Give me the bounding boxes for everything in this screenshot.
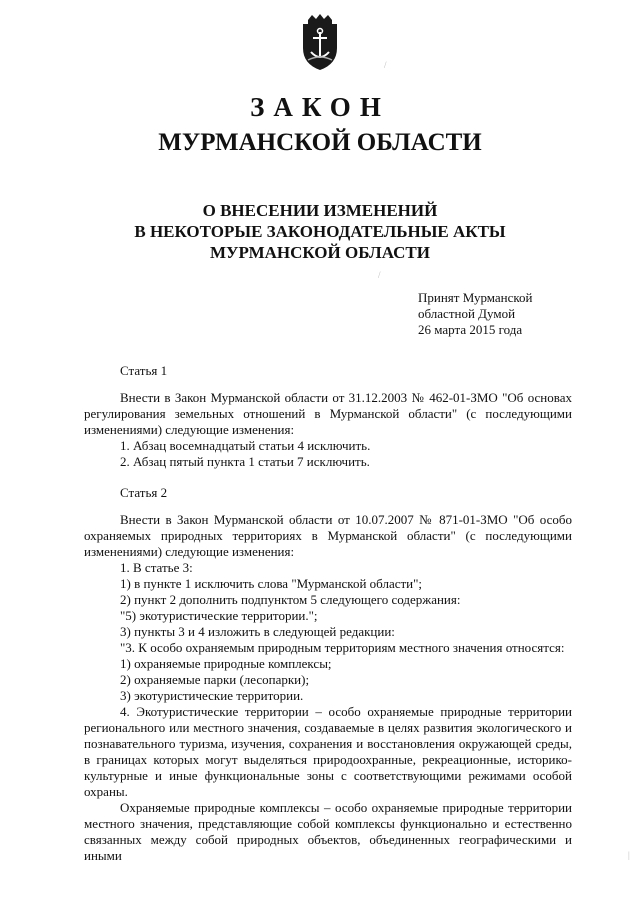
article-2-intro: Внести в Закон Мурманской области от 10.07.2007 № 871-01-ЗМО "Об особо охраняемых природных территориях в Мурманской области" (с последующими изменениями) следующие изменения: xyxy=(84,512,572,559)
adoption-note xyxy=(418,290,533,338)
article-1-intro: Внести в Закон Мурманской области от 31.12.2003 № 462-01-ЗМО "Об основах регулирования земельных отношений в Мурманской области" (с последующими изменениями) следующие изменения: xyxy=(84,390,572,437)
subject-line: О ВНЕСЕНИИ ИЗМЕНЕНИЙ xyxy=(202,201,438,220)
article-2-line: 2) пункт 2 дополнить подпунктом 5 следующего содержания: xyxy=(120,592,461,607)
adoption-line: 26 марта 2015 года xyxy=(418,322,523,337)
article-2-line: 1) охраняемые природные комплексы; xyxy=(120,656,332,671)
scan-mark: / xyxy=(378,270,381,280)
article-2-paragraph-5: Охраняемые природные комплексы – особо охраняемые природные территории местного значения, представляющие собой комплексы функционально и естественно связанных между собой природных объектов, объединенных географическими и иными xyxy=(84,800,572,863)
scan-mark: / xyxy=(384,60,387,70)
article-1-item: 1. Абзац восемнадцатый статьи 4 исключить. xyxy=(120,438,371,453)
article-1-heading: Статья 1 xyxy=(120,363,168,378)
article-1-item: 2. Абзац пятый пункта 1 статьи 7 исключить. xyxy=(120,454,370,469)
subject-line: В НЕКОТОРЫЕ ЗАКОНОДАТЕЛЬНЫЕ АКТЫ xyxy=(134,222,506,241)
subject-line: МУРМАНСКОЙ ОБЛАСТИ xyxy=(210,243,430,262)
coat-of-arms-icon xyxy=(298,14,342,72)
article-2-line: 3) экотуристические территории. xyxy=(120,688,304,703)
article-2-paragraph-4: 4. Экотуристические территории – особо охраняемые природные территории регионального или местного значения, создаваемые в целях развития экологического и познавательного туризма, изучения, сохранения и восстановления окружающей среды, в границах которых могут выделяться природоохранные, рекреационные, историко-культурные и иные функциональные зоны с соответствующими режимами особой охраны. xyxy=(84,704,572,799)
article-2-line: 1. В статье 3: xyxy=(120,560,193,575)
law-title: ЗАКОН xyxy=(250,92,390,122)
law-subject xyxy=(0,200,640,263)
law-region-title: МУРМАНСКОЙ ОБЛАСТИ xyxy=(158,129,482,156)
adoption-line: Принят Мурманской xyxy=(418,290,533,305)
article-2-line: "5) экотуристические территории."; xyxy=(120,608,318,623)
article-2-line: "3. К особо охраняемым природным территориям местного значения относятся: xyxy=(120,640,565,655)
article-2-line: 3) пункты 3 и 4 изложить в следующей редакции: xyxy=(120,624,395,639)
article-2-line: 1) в пункте 1 исключить слова "Мурманской области"; xyxy=(120,576,423,591)
article-2-heading: Статья 2 xyxy=(120,485,168,500)
adoption-line: областной Думой xyxy=(418,306,516,321)
scan-mark: | xyxy=(628,850,630,860)
article-2-line: 2) охраняемые парки (лесопарки); xyxy=(120,672,310,687)
